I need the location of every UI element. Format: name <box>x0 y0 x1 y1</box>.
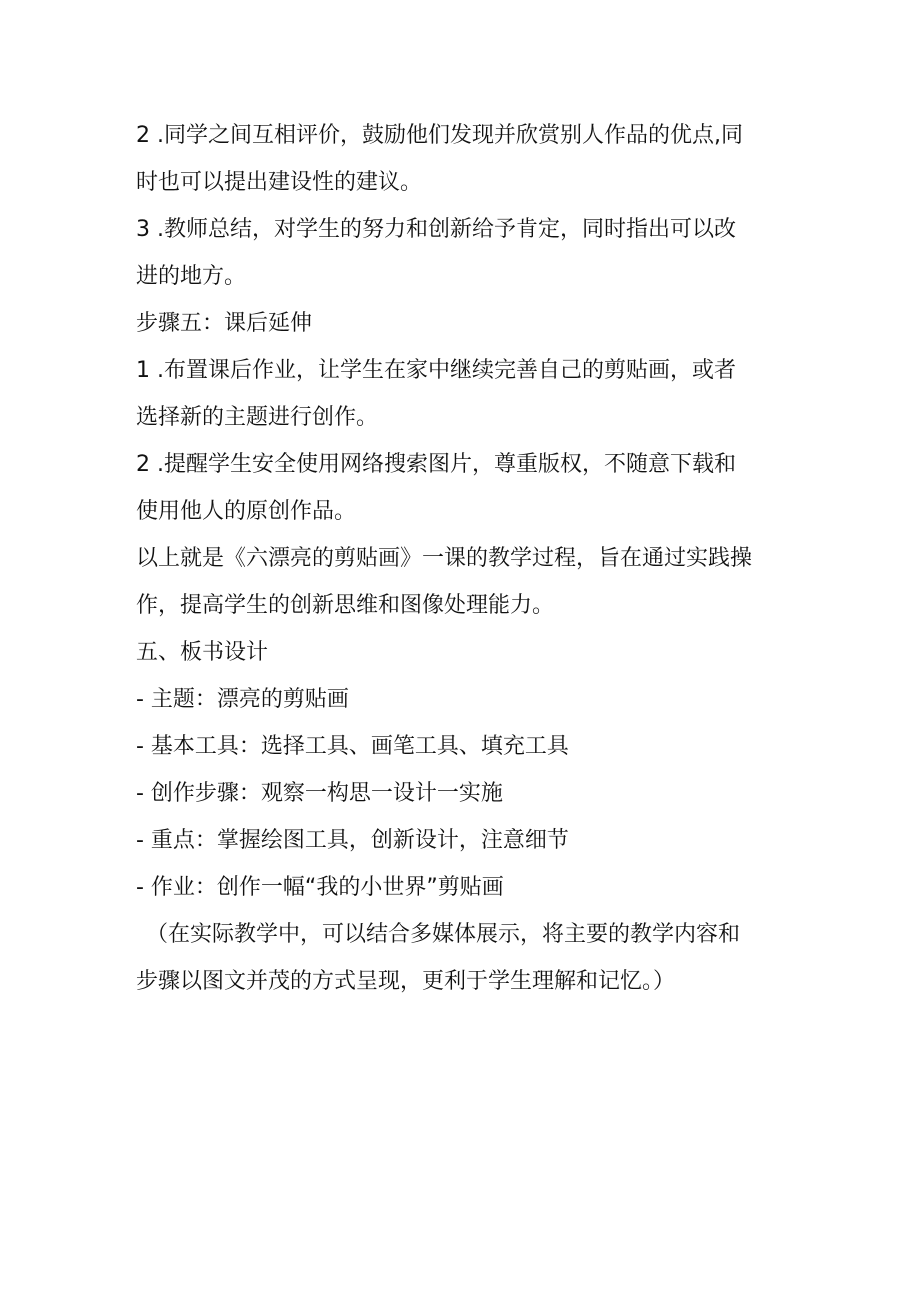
section-heading: 步骤五：课后延伸 <box>136 311 313 336</box>
note-line: 步骤以图文并茂的方式呈现，更利于学生理解和记忆。） <box>136 969 676 994</box>
paragraph-line: 使用他人的原创作品。 <box>136 499 357 524</box>
list-item: - 作业：创作一幅“我的小世界”剪贴画 <box>136 875 504 900</box>
list-item: - 基本工具：选择工具、画笔工具、填充工具 <box>136 734 569 759</box>
paragraph-line: 2 .提醒学生安全使用网络搜索图片，尊重版权，不随意下载和 <box>136 452 736 477</box>
paragraph-line: 2 .同学之间互相评价，鼓励他们发现并欣赏别人作品的优点,同 <box>136 123 743 148</box>
list-item: - 主题：漂亮的剪贴画 <box>136 687 349 712</box>
paragraph-line: 时也可以提出建设性的建议。 <box>136 170 423 195</box>
paragraph-line: 以上就是《六漂亮的剪贴画》一课的教学过程，旨在通过实践操 <box>136 546 753 571</box>
document-body <box>136 112 786 1005</box>
section-heading: 五、板书设计 <box>136 640 269 665</box>
paragraph-line: 选择新的主题进行创作。 <box>136 405 379 430</box>
list-item: - 创作步骤：观察一构思一设计一实施 <box>136 781 503 806</box>
paragraph-line: 3 .教师总结，对学生的努力和创新给予肯定，同时指出可以改 <box>136 217 736 242</box>
paragraph-line: 作，提高学生的创新思维和图像处理能力。 <box>136 593 555 618</box>
paragraph-line: 1 .布置课后作业，让学生在家中继续完善自己的剪贴画，或者 <box>136 358 736 383</box>
paragraph-line: 进的地方。 <box>136 264 247 289</box>
note-line: （在实际教学中，可以结合多媒体展示，将主要的教学内容和 <box>146 922 741 947</box>
list-item: - 重点：掌握绘图工具，创新设计，注意细节 <box>136 828 569 853</box>
